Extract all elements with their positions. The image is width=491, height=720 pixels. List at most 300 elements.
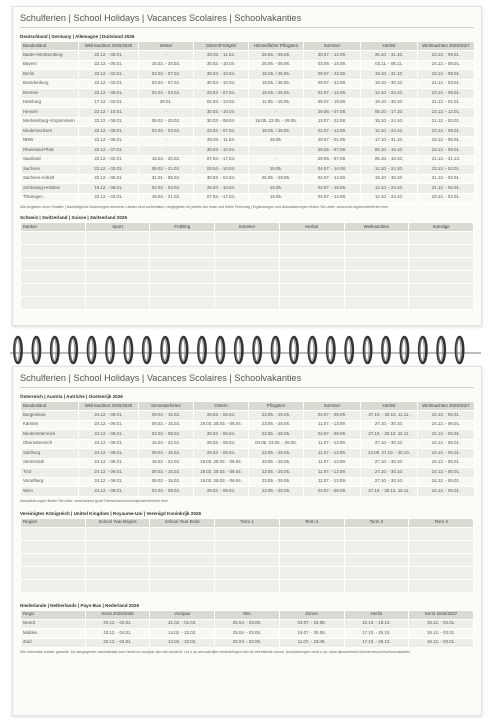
empty-cell[interactable] [409, 297, 474, 310]
table-cell: 26.05. - 29.05. [249, 174, 304, 184]
table-cell: 20.12. - 04.01. [85, 629, 150, 639]
table-row [21, 619, 474, 629]
table-cell: 28.03. - 06.04. [194, 487, 249, 497]
table-cell: 09.07. - 22.08. [304, 70, 361, 80]
table-row [21, 108, 475, 118]
table-cell: 16.02. - 21.02. [139, 193, 194, 203]
table-cell: 23.12. - 06.01. [418, 136, 475, 146]
empty-cell[interactable] [409, 258, 474, 271]
table-cell: 28.03. - 06.04. [194, 439, 249, 449]
table-cell: 16.02. - 22.02. [139, 458, 194, 468]
empty-cell[interactable] [344, 232, 409, 245]
column-header: Sommer [215, 223, 280, 232]
table-cell: 11.07. - 13.09. [304, 420, 361, 430]
table-cell: 04.05. 23.05. - 25.05. [249, 439, 304, 449]
table-cell: 21.12. - 01.01. [418, 98, 475, 108]
empty-cell[interactable] [150, 258, 215, 271]
table-cell: 24.12. - 06.01. [79, 439, 139, 449]
table-cell: 30.03. - 10.04. [194, 70, 249, 80]
row-label: Noord [21, 619, 86, 629]
row-label: Tirol [21, 468, 79, 478]
row-label: Kärnten [21, 420, 79, 430]
table-cell: 25.04. - 03.05. [215, 619, 280, 629]
table-cell: 30.07. - 12.09. [304, 51, 361, 61]
column-header: Kerst 2026/2027 [409, 610, 474, 619]
table-cell: 26.10. - 31.10. [361, 51, 418, 61]
bottom-page [12, 366, 482, 716]
table-row [21, 136, 475, 146]
table-cell: 24.12. - 06.01. [418, 430, 475, 440]
table-cell: 17.10. - 25.10. [344, 629, 409, 639]
empty-cell[interactable] [85, 527, 150, 540]
empty-cell[interactable] [215, 527, 280, 540]
empty-cell[interactable] [215, 579, 280, 592]
table-cell: 23.12. - 09.01. [418, 127, 475, 137]
table-cell: 24.12. - 06.01. [418, 487, 475, 497]
table-cell: 24.12. - 06.01. [79, 411, 139, 421]
table-cell: - [249, 146, 304, 156]
empty-cell[interactable] [21, 566, 86, 579]
table-cell: 19.12. - 03.01. [409, 629, 474, 639]
empty-cell[interactable] [344, 245, 409, 258]
table-cell: 25.04. - 03.05. [215, 629, 280, 639]
table-row [21, 638, 474, 648]
empty-cell[interactable] [215, 566, 280, 579]
table-cell: 11.07. - 13.09. [304, 477, 361, 487]
table-cell: 05.10. - 16.10. [361, 146, 418, 156]
uk-header-row [21, 518, 474, 527]
title-divider [20, 387, 474, 388]
empty-cell[interactable] [409, 566, 474, 579]
switzerland-heading: Schweiz | Switzerland | Suisse | Zwitserland 2026 [20, 215, 127, 220]
table-cell: 30.01. [139, 98, 194, 108]
empty-cell[interactable] [150, 232, 215, 245]
table-cell: 02.03. - 13.03. [194, 98, 249, 108]
table-cell: 30.03. - 04.04. [194, 174, 249, 184]
table-cell: 09.07. - 19.08. [304, 98, 361, 108]
table-cell: 24.12. - 06.01. [79, 468, 139, 478]
empty-cell[interactable] [215, 297, 280, 310]
table-cell: 21.12. - 02.01. [418, 174, 475, 184]
table-cell: 13.07. - 22.08. [304, 117, 361, 127]
table-cell: 12.10. - 24.10. [361, 193, 418, 203]
empty-cell[interactable] [344, 579, 409, 592]
empty-row [21, 245, 474, 258]
column-header: Weihnachten 2025/2026 [79, 42, 139, 51]
empty-cell[interactable] [21, 284, 86, 297]
empty-cell[interactable] [279, 540, 344, 553]
table-cell: 26.03. - 10.04. [194, 184, 249, 194]
column-header: Term 1 [215, 518, 280, 527]
empty-cell[interactable] [215, 245, 280, 258]
table-cell: - [249, 155, 304, 165]
empty-cell[interactable] [409, 553, 474, 566]
empty-cell[interactable] [409, 271, 474, 284]
table-cell: 23.05. - 25.05. [249, 468, 304, 478]
column-header: Bundesland [21, 42, 79, 51]
table-cell: 22.12. - 02.01. [79, 70, 139, 80]
table-cell: 02.07. - 12.08. [304, 127, 361, 137]
table-cell: 07.04. - 17.04. [194, 193, 249, 203]
row-label: Hessen [21, 108, 79, 118]
table-cell: 15.05. / 26.05. [249, 79, 304, 89]
empty-cell[interactable] [85, 284, 150, 297]
table-cell: 19.03. 28.03. - 06.04. [194, 468, 249, 478]
table-cell: 19.10. - 30.10. [361, 79, 418, 89]
table-cell: 02.02. - 07.02. [139, 70, 194, 80]
table-cell: 30.03. - 10.04. [194, 60, 249, 70]
table-cell: 29.06. - 07.08. [304, 155, 361, 165]
row-label: Schleswig-Holstein [21, 184, 79, 194]
table-cell: 26.05. [249, 136, 304, 146]
column-header: Herfst [344, 610, 409, 619]
table-cell: 27.10. - 30.10. [361, 439, 418, 449]
table-cell: 23.12. - 02.01. [418, 165, 475, 175]
empty-cell[interactable] [150, 297, 215, 310]
table-cell: 23.05. - 25.05. [249, 420, 304, 430]
table-cell: 28.03. - 06.04. [194, 430, 249, 440]
netherlands-header-row [21, 610, 474, 619]
table-cell: 24.12. - 06.01. [418, 458, 475, 468]
column-header: Sommer [304, 402, 361, 411]
empty-row [21, 284, 474, 297]
row-label: Steiermark [21, 458, 79, 468]
empty-cell[interactable] [344, 566, 409, 579]
table-cell: 17.10. - 25.10. [344, 638, 409, 648]
row-label: Berlin [21, 70, 79, 80]
table-cell: 14.02. - 22.02. [150, 638, 215, 648]
table-cell: 30.03. - 10.04. [194, 79, 249, 89]
row-label: Wien [21, 487, 79, 497]
uk-body [21, 527, 474, 592]
table-cell: 19.03. 28.03. - 06.04. [194, 458, 249, 468]
empty-row [21, 540, 474, 553]
table-cell: 23.12. - 02.01. [418, 193, 475, 203]
table-cell: 19.12. - 03.01. [409, 638, 474, 648]
table-cell: 09.02. - 20.02. [139, 117, 194, 127]
empty-cell[interactable] [279, 271, 344, 284]
table-cell: 30.03. - 11.04. [194, 136, 249, 146]
table-cell: 25.04. - 03.05. [215, 638, 280, 648]
empty-cell[interactable] [21, 527, 86, 540]
empty-cell[interactable] [279, 527, 344, 540]
table-cell: 23.05. - 25.05. [249, 487, 304, 497]
table-cell: 15.05. / 26.05. [249, 70, 304, 80]
column-header: School Year Ends [150, 518, 215, 527]
empty-cell[interactable] [85, 566, 150, 579]
empty-cell[interactable] [85, 297, 150, 310]
table-row [21, 449, 475, 459]
column-header: Mei [215, 610, 280, 619]
empty-cell[interactable] [150, 553, 215, 566]
empty-cell[interactable] [150, 566, 215, 579]
empty-cell[interactable] [21, 540, 86, 553]
table-cell: 05.10. - 17.10. [361, 108, 418, 118]
empty-cell[interactable] [85, 540, 150, 553]
empty-cell[interactable] [21, 579, 86, 592]
spiral-binding [0, 332, 491, 368]
netherlands-note: Alle informatie zonder garantie. De aangegeven vakantiedata voor herfst en voorjaar zijn niet verplicht. Let u op afzonderlijke mededelingen van de betreffende school. Actualiseringen vindt u op: www.rijksoverheid.nl/onderwerpen/schoolvakanties [20, 650, 411, 654]
table-cell: 27.10. - 30.10. 11.11. [361, 411, 418, 421]
table-cell: 02.02. - 08.02. [139, 430, 194, 440]
table-cell: 02.02. - 03.02. [139, 127, 194, 137]
table-cell: - [139, 146, 194, 156]
table-row [21, 193, 475, 203]
table-cell: 09.02. - 21.02. [139, 165, 194, 175]
table-cell: 27.10. - 30.10. 15.11. [361, 430, 418, 440]
empty-row [21, 258, 474, 271]
switzerland-table [20, 222, 474, 310]
table-cell: 28.03. - 06.04. [194, 411, 249, 421]
empty-cell[interactable] [150, 527, 215, 540]
column-header: Term 4 [409, 518, 474, 527]
table-cell: 26.05. - 05.06. [249, 51, 304, 61]
austria-note: Aktualisierungen finden Sie unter: www.bmbwf.gv.at/Themen/schule/schulpraxis/termine.html [20, 498, 168, 503]
table-cell: 30.03. - 10.04. [194, 108, 249, 118]
empty-cell[interactable] [344, 553, 409, 566]
table-cell: 31.01. - 06.02. [139, 174, 194, 184]
column-header: Sport [85, 223, 150, 232]
table-cell: 22.12. - 05.01. [79, 174, 139, 184]
binding-gap [10, 352, 481, 354]
column-header: Term 2 [279, 518, 344, 527]
table-row [21, 184, 475, 194]
empty-cell[interactable] [21, 297, 86, 310]
empty-cell[interactable] [85, 553, 150, 566]
empty-cell[interactable] [215, 284, 280, 297]
column-header: Bundesland [21, 402, 79, 411]
table-row [21, 155, 475, 165]
column-header: Term 3 [344, 518, 409, 527]
table-cell: 23.12. - 09.01. [418, 89, 475, 99]
row-label: Niederösterreich [21, 430, 79, 440]
table-cell: 26.05. - 05.06. [249, 60, 304, 70]
table-cell: 21.12. - 03.01. [418, 79, 475, 89]
empty-cell[interactable] [21, 271, 86, 284]
empty-row [21, 527, 474, 540]
column-header: Weihnachten 2026/2027 [418, 402, 475, 411]
table-cell: 11.07. - 13.09. [304, 449, 361, 459]
column-header: Sonstige [409, 223, 474, 232]
empty-cell[interactable] [409, 540, 474, 553]
empty-cell[interactable] [279, 232, 344, 245]
germany-header-row [21, 42, 475, 51]
table-cell: 03.08. - 14.09. [304, 60, 361, 70]
netherlands-table [20, 610, 474, 649]
row-label: NRW [21, 136, 79, 146]
table-cell: 27.10. - 30.10. [361, 458, 418, 468]
row-label: Mecklenburg-Vorpommern [21, 117, 79, 127]
column-header: Weihnachten 2025/2026 [79, 402, 139, 411]
empty-cell[interactable] [85, 232, 150, 245]
table-cell: 19.03. 28.03. - 06.04. [194, 420, 249, 430]
table-cell: 02.02. - 03.02. [139, 184, 194, 194]
austria-header-row [21, 402, 475, 411]
empty-cell[interactable] [409, 284, 474, 297]
table-cell: 24.12. - 06.01. [418, 477, 475, 487]
table-row [21, 458, 475, 468]
austria-heading: Österreich | Austria | Autriche | Oostenrijk 2026 [20, 394, 123, 399]
table-cell: 16.02. - 20.02. [139, 155, 194, 165]
empty-cell[interactable] [279, 566, 344, 579]
empty-cell[interactable] [85, 579, 150, 592]
table-cell: 19.12. - 03.01. [409, 619, 474, 629]
table-cell: 21.12. - 02.01. [418, 117, 475, 127]
table-cell: 10.10. - 18.10. [344, 619, 409, 629]
table-cell: 04.07. - 14.08. [304, 193, 361, 203]
table-cell: 07.04. - 17.04. [194, 155, 249, 165]
table-cell: 23.05. - 25.05. [249, 411, 304, 421]
empty-cell[interactable] [215, 258, 280, 271]
table-cell: 22.12. - 02.01. [79, 165, 139, 175]
table-cell: 12.10. - 24.10. [361, 89, 418, 99]
empty-cell[interactable] [21, 232, 86, 245]
row-label: Midden [21, 629, 86, 639]
empty-cell[interactable] [344, 527, 409, 540]
empty-cell[interactable] [215, 553, 280, 566]
empty-cell[interactable] [344, 284, 409, 297]
empty-cell[interactable] [279, 258, 344, 271]
table-cell: 27.10. - 30.10. [361, 420, 418, 430]
row-label: Baden-Württemberg [21, 51, 79, 61]
empty-cell[interactable] [279, 553, 344, 566]
row-label: Rheinland-Pfalz [21, 146, 79, 156]
empty-cell[interactable] [150, 579, 215, 592]
table-cell: 24.12. - 06.01. [418, 468, 475, 478]
table-cell: 04.07. - 06.09. [304, 487, 361, 497]
column-header: Semesterferien [139, 402, 194, 411]
table-cell: 04.07. - 14.08. [304, 174, 361, 184]
empty-cell[interactable] [344, 271, 409, 284]
table-row [21, 174, 475, 184]
table-row [21, 411, 475, 421]
table-row [21, 79, 475, 89]
empty-cell[interactable] [150, 540, 215, 553]
column-header: Herbst [361, 42, 418, 51]
empty-cell[interactable] [409, 232, 474, 245]
empty-cell[interactable] [409, 245, 474, 258]
table-cell: 11.05. - 15.05. [249, 98, 304, 108]
switzerland-header-row [21, 223, 474, 232]
table-row [21, 70, 475, 80]
table-cell: 12.10. - 24.10. [361, 184, 418, 194]
table-cell: 22.12. - 05.01. [79, 127, 139, 137]
table-cell: 24.12. - 06.01. [418, 449, 475, 459]
table-cell: 29.06. - 07.08. [304, 146, 361, 156]
title-divider [20, 27, 474, 28]
empty-cell[interactable] [279, 284, 344, 297]
table-cell: 22.12. - 05.01. [79, 89, 139, 99]
top-page [12, 6, 482, 326]
empty-cell[interactable] [150, 284, 215, 297]
table-cell: 11.07. - 13.09. [304, 468, 361, 478]
empty-cell[interactable] [215, 540, 280, 553]
austria-body [21, 411, 475, 497]
empty-cell[interactable] [215, 271, 280, 284]
empty-cell[interactable] [279, 579, 344, 592]
row-label: Thüringen [21, 193, 79, 203]
empty-cell[interactable] [409, 579, 474, 592]
table-cell: 24.12. - 06.01. [79, 477, 139, 487]
germany-body [21, 51, 475, 203]
table-row [21, 117, 475, 127]
empty-row [21, 232, 474, 245]
netherlands-body [21, 619, 474, 648]
table-cell: 16.02. - 22.02. [139, 439, 194, 449]
table-cell: 19.10. - 30.10. [361, 98, 418, 108]
table-cell: 29.06. - 07.08. [304, 108, 361, 118]
table-cell: 22.12. - 02.01. [79, 155, 139, 165]
switzerland-body [21, 232, 474, 310]
table-cell: 02.11. - 06.11. [361, 60, 418, 70]
table-cell: 21.02. - 01.03. [150, 619, 215, 629]
table-cell: 02.02. - 07.02. [139, 79, 194, 89]
empty-cell[interactable] [279, 245, 344, 258]
empty-row [21, 566, 474, 579]
germany-heading: Deutschland | Germany | Allemagne | Duitsland 2026 [20, 34, 135, 39]
column-header: Zomer [279, 610, 344, 619]
table-cell: 12.10. - 24.10. [361, 127, 418, 137]
table-row [21, 439, 475, 449]
table-cell: 09.02. - 15.02. [139, 449, 194, 459]
table-cell: 27.10. - 30.10. [361, 468, 418, 478]
table-cell: 24.12. - 06.01. [79, 487, 139, 497]
page-title: Schulferien | School Holidays | Vacances Scolaires | Schoolvakanties [20, 373, 302, 383]
column-header: Herbst [279, 223, 344, 232]
column-header: Weihnachten [344, 223, 409, 232]
empty-cell[interactable] [344, 258, 409, 271]
table-cell: 21.12. - 06.01. [418, 184, 475, 194]
table-cell: 23.03. - 07.04. [194, 127, 249, 137]
table-row [21, 146, 475, 156]
row-label: Sachsen [21, 165, 79, 175]
table-cell: 21.12. - 31.12. [418, 155, 475, 165]
empty-cell[interactable] [344, 540, 409, 553]
empty-cell[interactable] [85, 271, 150, 284]
table-cell: 20.12. - 04.01. [85, 619, 150, 629]
empty-cell[interactable] [279, 297, 344, 310]
table-cell: 19.12. - 06.01. [79, 184, 139, 194]
table-cell: - [139, 136, 194, 146]
empty-cell[interactable] [344, 297, 409, 310]
table-cell: 15.10. - 24.10. [361, 117, 418, 127]
row-label: Salzburg [21, 449, 79, 459]
empty-cell[interactable] [85, 258, 150, 271]
empty-cell[interactable] [409, 527, 474, 540]
empty-cell[interactable] [21, 553, 86, 566]
table-cell: 17.12. - 02.01. [79, 98, 139, 108]
table-row [21, 98, 475, 108]
column-header: Ostern [194, 402, 249, 411]
empty-cell[interactable] [215, 232, 280, 245]
table-cell: 04.07. - 16.08. [279, 619, 344, 629]
empty-cell[interactable] [21, 258, 86, 271]
table-cell: 15.05. [249, 193, 304, 203]
empty-cell[interactable] [85, 245, 150, 258]
row-label: Bayern [21, 60, 79, 70]
table-cell: 15.05. [249, 184, 304, 194]
table-cell: 04.07. - 06.09. [304, 411, 361, 421]
table-cell: 04.07. - 06.09. [304, 430, 361, 440]
empty-cell[interactable] [21, 245, 86, 258]
germany-note: Alle Angaben ohne Gewähr | Nachträgliche Änderungen einzelner Länder sind vorbehalten | Angegeben ist jeweils der erste und letzte Ferientag | Ergänzungen und Aktualisierungen finden Sie unter: www.kmk.org/service/ferien.html [20, 205, 389, 209]
empty-cell[interactable] [150, 245, 215, 258]
empty-row [21, 271, 474, 284]
empty-cell[interactable] [150, 271, 215, 284]
table-cell: 19.10. - 31.10. [361, 70, 418, 80]
table-row [21, 477, 475, 487]
column-header: Herbst [361, 402, 418, 411]
